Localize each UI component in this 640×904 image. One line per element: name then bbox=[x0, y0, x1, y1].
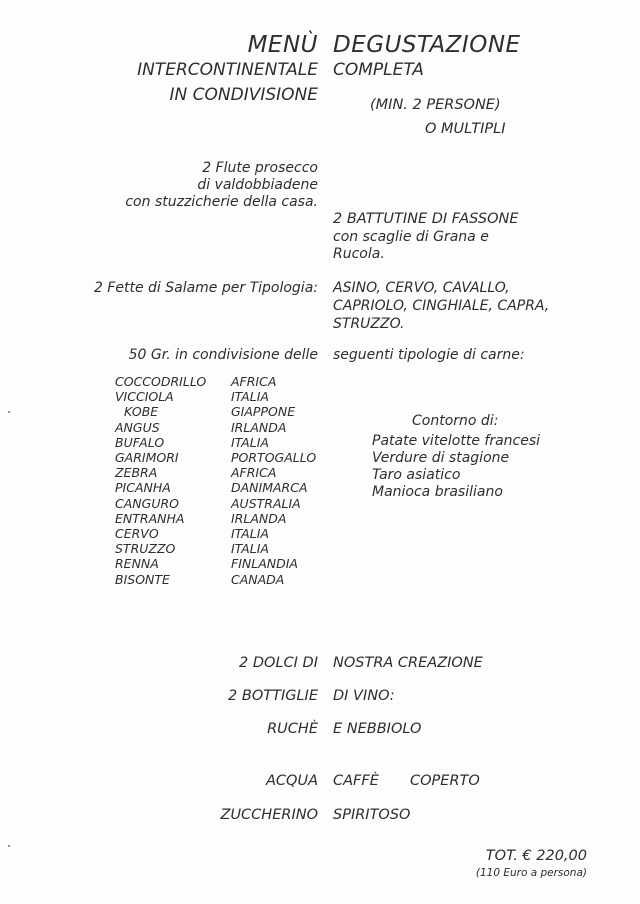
meat-origin: AFRICA bbox=[231, 374, 277, 389]
subtitle-left-2: IN CONDIVISIONE bbox=[169, 85, 318, 105]
dolci-left: 2 DOLCI DI bbox=[239, 655, 318, 671]
salame-line: ASINO, CERVO, CAVALLO, bbox=[333, 280, 510, 296]
meat-origin: GIAPPONE bbox=[231, 404, 296, 420]
scan-speck bbox=[8, 411, 10, 413]
per-person-price: (110 Euro a persona) bbox=[475, 867, 587, 879]
meat-intro-right: seguenti tipologie di carne: bbox=[333, 347, 525, 363]
contorno-item: Manioca brasiliano bbox=[372, 484, 503, 500]
aperitif-line: 2 Flute prosecco bbox=[202, 160, 318, 176]
subtitle-left-1: INTERCONTINENTALE bbox=[137, 60, 318, 80]
dolci-right: NOSTRA CREAZIONE bbox=[333, 655, 483, 671]
meat-name: ZEBRA bbox=[115, 465, 158, 481]
meat-origin: CANADA bbox=[231, 571, 285, 587]
meat-origin: ITALIA bbox=[231, 389, 269, 405]
aperitif-line: di valdobbiadene bbox=[197, 177, 318, 193]
meat-origin: ITALIA bbox=[231, 526, 269, 541]
total-price: TOT. € 220,00 bbox=[485, 848, 587, 864]
contorno-item: Patate vitelotte francesi bbox=[372, 433, 541, 449]
extras2-right: SPIRITOSO bbox=[333, 807, 411, 823]
salame-line: CAPRIOLO, CINGHIALE, CAPRA, bbox=[333, 298, 550, 314]
meat-name: CANGURO bbox=[115, 495, 179, 511]
meat-name: STRUZZO bbox=[115, 541, 176, 557]
meat-origin: AFRICA bbox=[231, 465, 277, 481]
meat-origin: IRLANDA bbox=[231, 419, 287, 435]
meat-name: PICANHA bbox=[115, 480, 171, 496]
battutine-line: 2 BATTUTINE DI FASSONE bbox=[333, 211, 519, 227]
title-right: DEGUSTAZIONE bbox=[333, 32, 521, 58]
title-left: MENÙ bbox=[247, 32, 318, 58]
vino-right: DI VINO: bbox=[333, 688, 395, 704]
meat-origin: FINLANDIA bbox=[231, 556, 298, 572]
min-people: (MIN. 2 PERSONE) bbox=[370, 97, 501, 113]
meat-name: VICCIOLA bbox=[115, 389, 174, 405]
battutine-line: con scaglie di Grana e bbox=[333, 229, 489, 245]
vini-left: RUCHÈ bbox=[267, 721, 318, 737]
meat-origin: ITALIA bbox=[231, 434, 269, 450]
contorno-item: Verdure di stagione bbox=[372, 450, 510, 466]
meat-name: COCCODRILLO bbox=[115, 374, 207, 389]
vino-left: 2 BOTTIGLIE bbox=[228, 688, 318, 704]
contorno-title: Contorno di: bbox=[412, 413, 499, 429]
meat-intro-left: 50 Gr. in condivisione delle bbox=[128, 347, 318, 363]
meat-origin: DANIMARCA bbox=[231, 480, 308, 496]
extras2-left: ZUCCHERINO bbox=[220, 807, 318, 823]
extras-left: ACQUA bbox=[266, 773, 318, 789]
subtitle-right-1: COMPLETA bbox=[333, 60, 424, 80]
meat-name: ENTRANHA bbox=[115, 510, 185, 526]
meat-origin: AUSTRALIA bbox=[231, 495, 301, 511]
battutine-line: Rucola. bbox=[333, 246, 385, 262]
extras-cafe: CAFFÈ bbox=[333, 773, 379, 789]
meat-name: ANGUS bbox=[115, 419, 160, 435]
multiples: O MULTIPLI bbox=[425, 121, 506, 137]
meat-origin: ITALIA bbox=[231, 541, 269, 557]
extras-coperto: COPERTO bbox=[410, 773, 480, 789]
meat-origin: IRLANDA bbox=[231, 510, 287, 526]
meat-name: CERVO bbox=[115, 526, 159, 541]
scan-speck bbox=[8, 845, 10, 847]
salame-line: STRUZZO. bbox=[333, 316, 405, 332]
salame-label: 2 Fette di Salame per Tipologia: bbox=[93, 280, 318, 296]
contorno-item: Taro asiatico bbox=[372, 467, 461, 483]
meat-name: BISONTE bbox=[115, 571, 170, 587]
meat-name: GARIMORI bbox=[115, 450, 179, 465]
aperitif-line: con stuzzicherie della casa. bbox=[125, 194, 318, 210]
meat-origin: PORTOGALLO bbox=[231, 450, 317, 465]
vini-right: E NEBBIOLO bbox=[333, 721, 422, 737]
meat-name: RENNA bbox=[115, 556, 159, 572]
meat-name: BUFALO bbox=[115, 434, 165, 450]
meat-name: KOBE bbox=[124, 404, 159, 420]
